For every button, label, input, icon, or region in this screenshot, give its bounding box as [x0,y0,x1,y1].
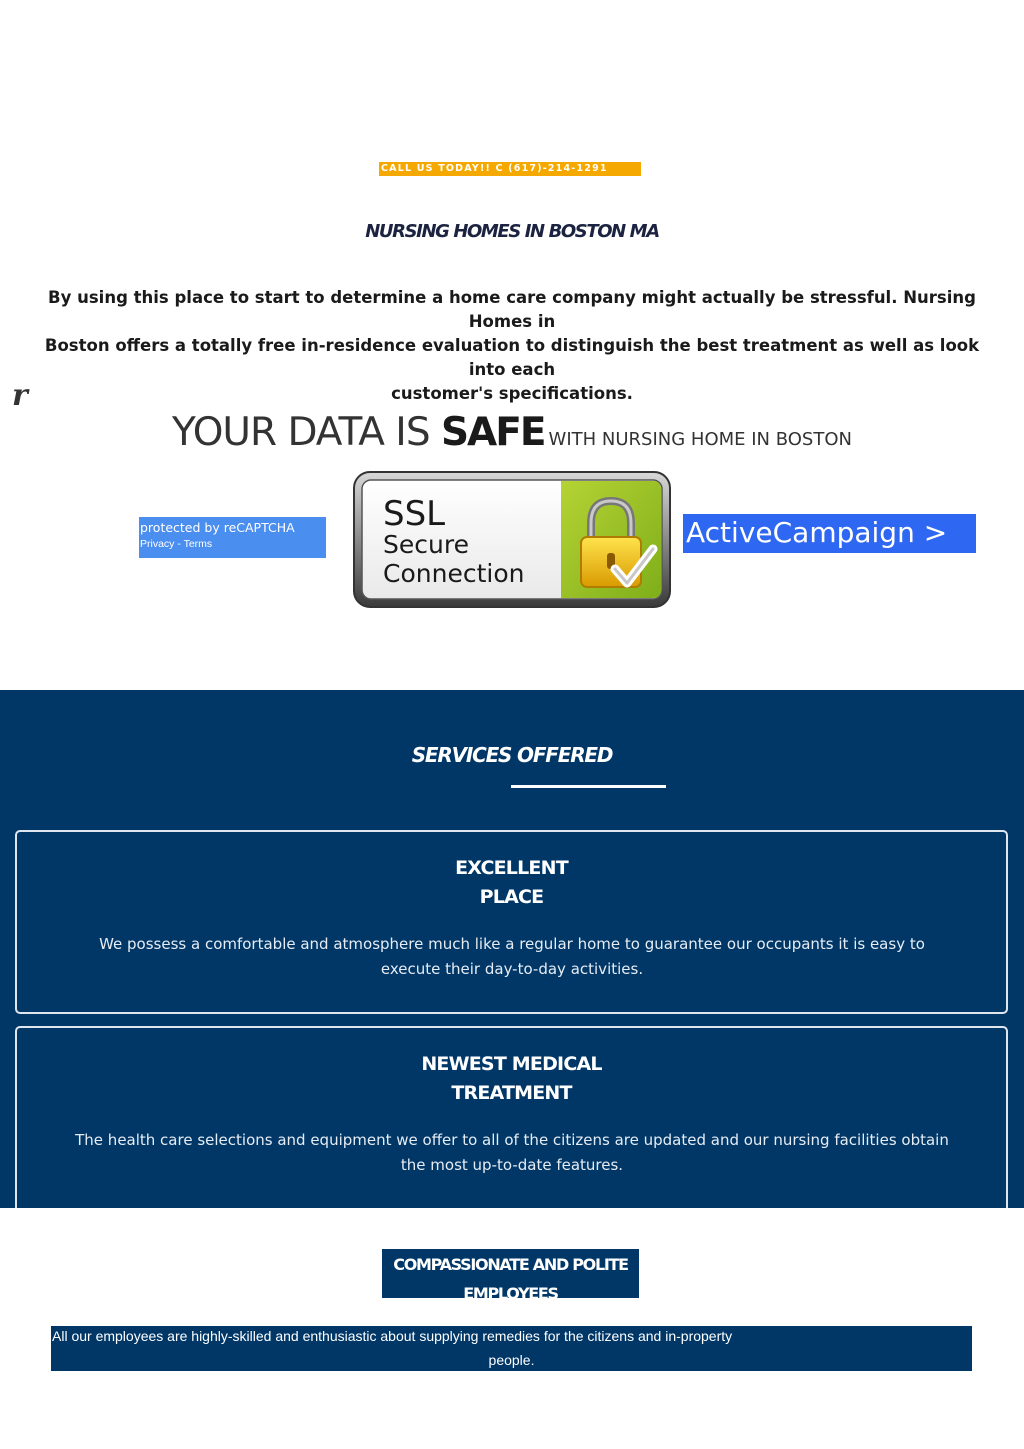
recaptcha-badge[interactable] [139,517,326,558]
employees-text-line: All our employees are highly-skilled and enthusiastic about supplying remedies for the citizens and in-property [52,1328,733,1344]
employees-heading-line: COMPASSIONATE AND POLITE [393,1255,628,1274]
intro-line: customer's specifications. [391,384,633,403]
page-title: NURSING HOMES IN BOSTON MA [365,221,659,242]
call-us-bar[interactable] [379,162,641,176]
service-card-title [17,854,1006,912]
employees-heading-line: EMPLOYEES [463,1284,558,1298]
ssl-line-3: Connection [383,559,525,588]
service-card [15,830,1008,1014]
title-underline [511,785,666,788]
recaptcha-label: protected by reCAPTCHA [140,520,295,535]
headline-safe-word: SAFE [440,410,545,455]
ssl-line-1: SSL [383,494,446,534]
service-card-text [27,932,997,982]
activecampaign-button[interactable]: ActiveCampaign > [683,514,976,553]
headline-part: YOUR DATA IS [172,410,441,455]
service-card-title [17,1050,1006,1108]
service-card [15,1026,1008,1208]
intro-line: Boston offers a totally free in-residence evaluation to distinguish the best treatment as well as look into each [44,336,980,379]
service-card-text-line: execute their day-to-day activities. [380,960,644,978]
employees-heading [382,1249,639,1298]
service-card-title-line: NEWEST MEDICAL [421,1053,602,1075]
services-title: SERVICES OFFERED [411,743,613,767]
recaptcha-privacy-terms-link[interactable]: Privacy - Terms [140,538,213,550]
service-card-title-line: TREATMENT [451,1082,572,1104]
service-card-title-line: EXCELLENT [455,857,568,879]
service-card-text-line: We possess a comfortable and atmosphere much like a regular home to guarantee our occupants it is easy to [99,935,925,953]
service-card-text-line: The health care selections and equipment we offer to all of the citizens are updated and our nursing facilities obtain [75,1131,949,1149]
stray-glyph: r [12,378,28,413]
headline-subtext: WITH NURSING HOME IN BOSTON [548,429,852,450]
employees-text [51,1326,972,1371]
service-card-text [27,1128,997,1178]
intro-paragraph [40,286,984,406]
data-safe-headline [0,410,1024,455]
intro-line: By using this place to start to determine a home care company might actually be stressful. Nursing Homes in [48,288,976,331]
employees-text-line: people. [488,1352,535,1368]
services-section [0,690,1024,1208]
service-card-title-line: PLACE [479,886,544,908]
service-card-text-line: the most up-to-date features. [400,1156,624,1174]
ssl-line-2: Secure [383,530,469,559]
call-us-text[interactable]: CALL US TODAY!! C (617)-214-1291 [381,163,608,174]
ssl-secure-badge [353,471,671,608]
